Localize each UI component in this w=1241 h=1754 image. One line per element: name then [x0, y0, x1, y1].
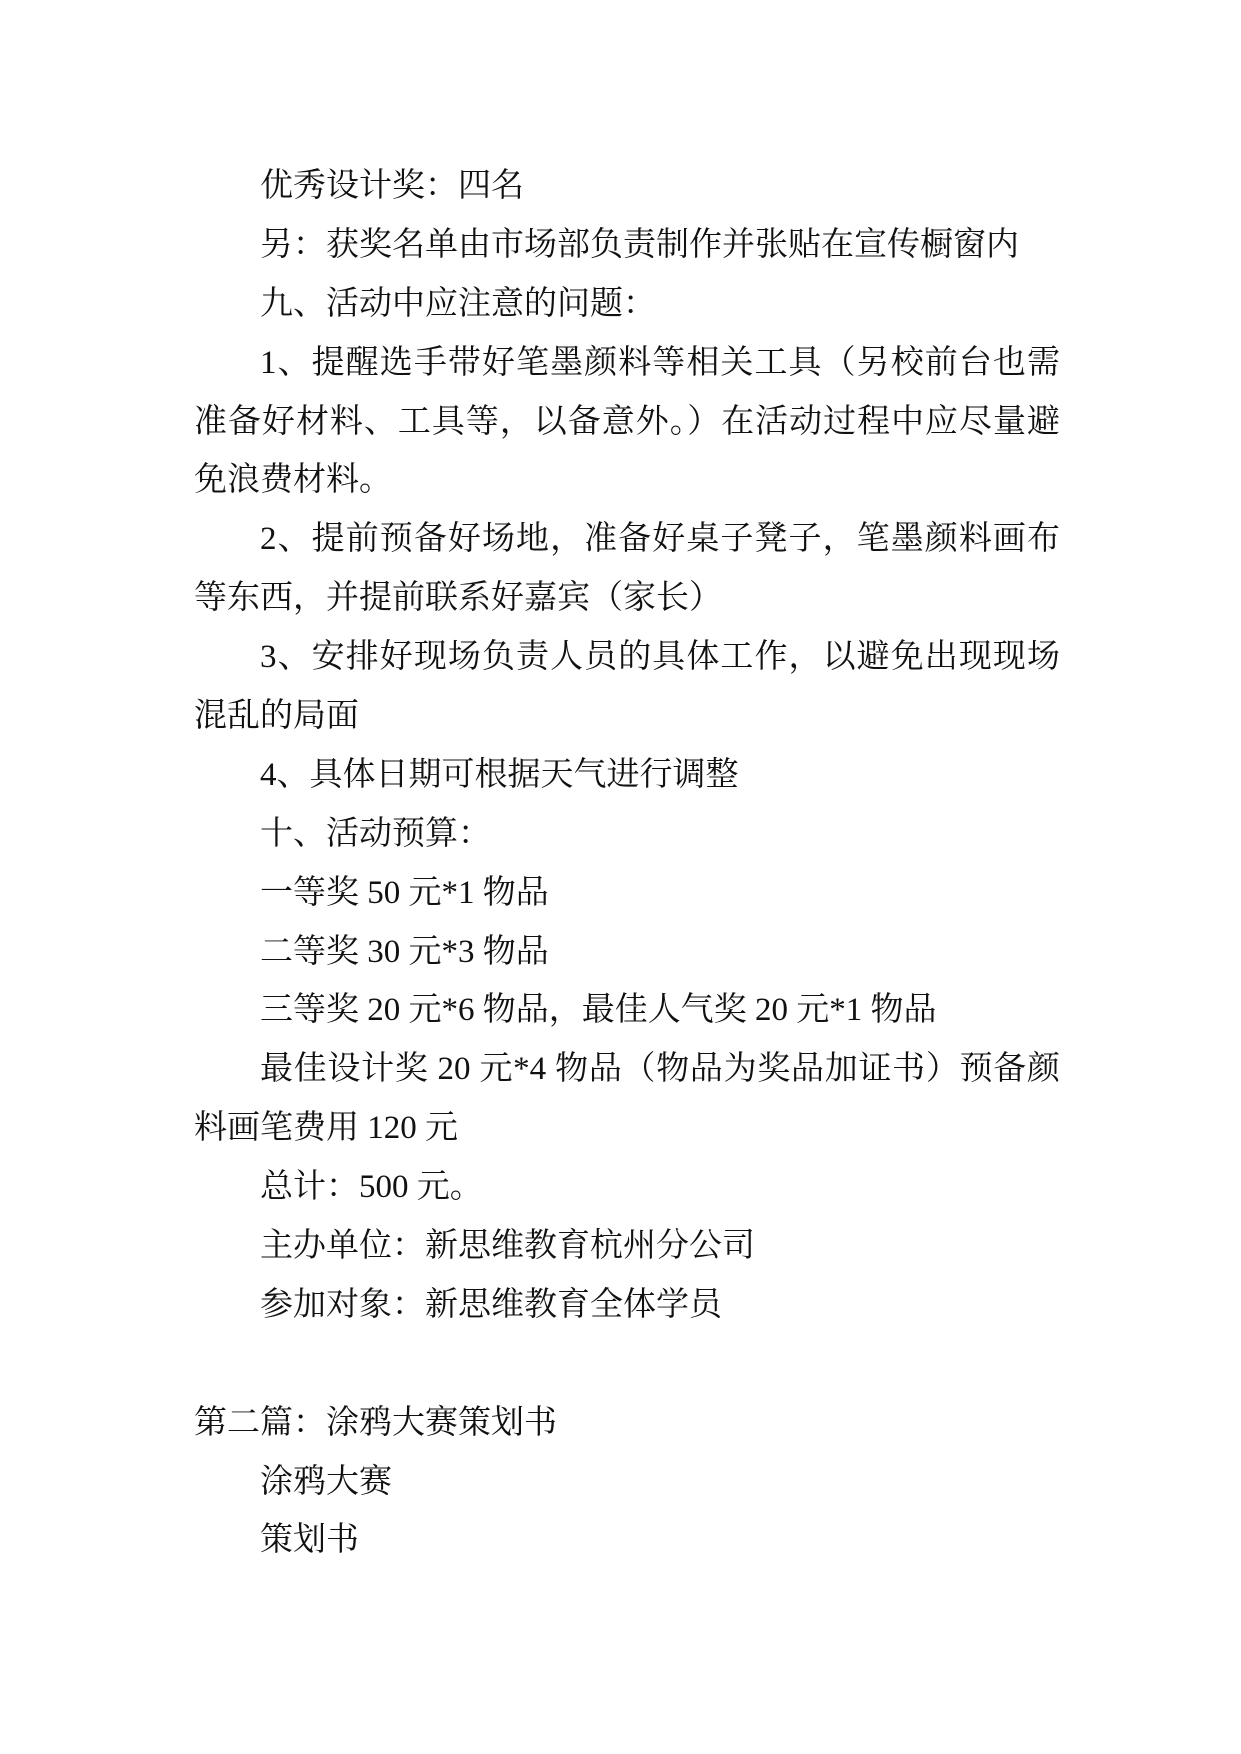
paragraph-line: 主办单位：新思维教育杭州分公司: [260, 1228, 755, 1265]
paragraph-line: 一等奖 50 元*1 物品: [260, 874, 549, 911]
part-title-line: 涂鸦大赛: [260, 1463, 392, 1500]
paragraph: [194, 628, 1060, 746]
budget-item: [194, 923, 1060, 982]
budget-item: [194, 864, 1060, 923]
paragraph-line: 最佳设计奖 20 元*4 物品（物品为奖品加证书）预备颜: [260, 1051, 1060, 1088]
organizer: [194, 1217, 1060, 1276]
part-heading-text: 第二篇：涂鸦大赛策划书: [194, 1404, 557, 1441]
document-body: [194, 157, 1060, 1570]
paragraph-line: 料画笔费用 120 元: [194, 1110, 458, 1147]
paragraph-line: 三等奖 20 元*6 物品，最佳人气奖 20 元*1 物品: [260, 992, 937, 1029]
paragraph-line: 十、活动预算：: [260, 815, 491, 852]
paragraph-line: 优秀设计奖：四名: [260, 168, 524, 204]
paragraph-line: 混乱的局面: [194, 698, 359, 735]
paragraph: [194, 334, 1060, 511]
part-title: [194, 1453, 1060, 1571]
part-heading: [194, 1394, 1060, 1453]
paragraph-line: 等东西，并提前联系好嘉宾（家长）: [194, 580, 722, 617]
budget-item: [194, 1040, 1060, 1158]
paragraph-line: 1、提醒选手带好笔墨颜料等相关工具（另校前台也需: [260, 344, 1060, 381]
paragraph-line: 九、活动中应注意的问题：: [260, 285, 656, 322]
participants: [194, 1276, 1060, 1335]
budget-item: [194, 981, 1060, 1040]
paragraph-line: 参加对象：新思维教育全体学员: [260, 1286, 722, 1323]
paragraph: [194, 510, 1060, 628]
section-heading: [194, 805, 1060, 864]
paragraph-line: 2、提前预备好场地，准备好桌子凳子，笔墨颜料画布: [260, 521, 1060, 558]
paragraph-line: 免浪费材料。: [194, 462, 392, 499]
paragraph: [194, 746, 1060, 805]
paragraph: [194, 157, 1060, 216]
paragraph-line: 二等奖 30 元*3 物品: [260, 933, 549, 970]
paragraph-line: 另：获奖名单由市场部负责制作并张贴在宣传橱窗内: [260, 226, 1019, 263]
budget-total: [194, 1158, 1060, 1217]
paragraph: [194, 216, 1060, 275]
paragraph-line: 3、安排好现场负责人员的具体工作，以避免出现现场: [260, 639, 1060, 676]
paragraph-line: 总计：500 元。: [260, 1169, 483, 1206]
section-heading: [194, 275, 1060, 334]
paragraph-line: 4、具体日期可根据天气进行调整: [260, 756, 739, 793]
part-title-line: 策划书: [260, 1522, 359, 1559]
paragraph-line: 准备好材料、工具等，以备意外。）在活动过程中应尽量避: [194, 403, 1060, 440]
